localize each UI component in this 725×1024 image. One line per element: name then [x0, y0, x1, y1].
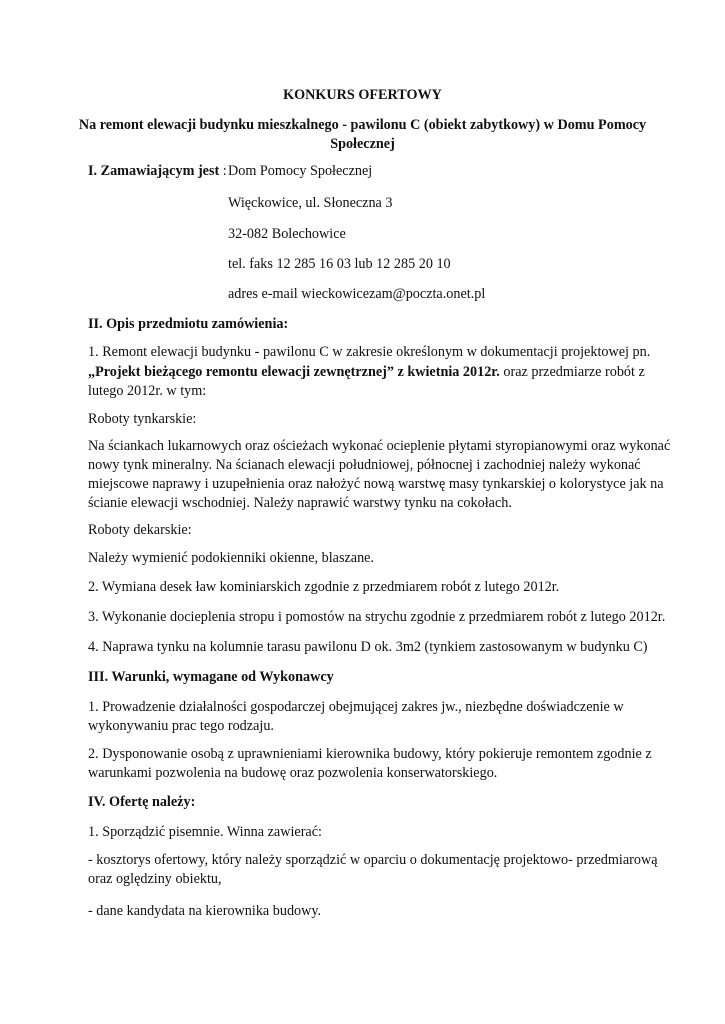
section-4-heading: IV. Ofertę należy:: [88, 794, 196, 810]
roofing-heading: Roboty dekarskie:: [88, 522, 192, 538]
section-2-item-1-line-3: lutego 2012r. w tym:: [88, 383, 207, 399]
document-subtitle-line-1: Na remont elewacji budynku mieszkalnego - pawilonu C (obiekt zabytkowy) w Domu Pomocy: [78, 117, 647, 133]
project-title: „Projekt bieżącego remontu elewacji zewnętrznej” z kwietnia 2012r.: [88, 364, 500, 380]
section-2-heading: II. Opis przedmiotu zamówienia:: [88, 316, 289, 332]
address-line: Więckowice, ul. Słoneczna 3: [228, 195, 393, 211]
section-1-heading-text: I. Zamawiającym jest: [88, 163, 220, 179]
plastering-text-line: Na ściankach lukarnowych oraz ościeżach wykonać ocieplenie płytami styropianowymi oraz wykonać: [88, 438, 671, 454]
section-2-item-2: 2. Wymiana desek ław kominiarskich zgodnie z przedmiarem robót z lutego 2012r.: [88, 579, 560, 595]
section-1-heading: [88, 161, 227, 182]
address-line: adres e-mail wieckowicezam@poczta.onet.pl: [228, 286, 486, 302]
plastering-heading: Roboty tynkarskie:: [88, 411, 197, 427]
section-4-bullet-1-line: oraz oględziny obiektu,: [88, 871, 222, 887]
section-4-item-1: 1. Sporządzić pisemnie. Winna zawierać:: [88, 824, 322, 840]
section-2-item-4: 4. Naprawa tynku na kolumnie tarasu pawilonu D ok. 3m2 (tynkiem zastosowanym w budynku C): [88, 639, 648, 655]
plastering-text-line: ścianie elewacji wschodniej. Należy naprawić warstwy tynku na cokołach.: [88, 495, 512, 511]
section-1-heading-colon: :: [219, 163, 227, 179]
address-line: 32-082 Bolechowice: [228, 226, 346, 242]
section-3-item-2-line: warunkami pozwolenia na budowę oraz pozwolenia konserwatorskiego.: [88, 765, 498, 781]
section-2-item-1-line-2: [88, 362, 645, 383]
address-line: tel. faks 12 285 16 03 lub 12 285 20 10: [228, 256, 451, 272]
project-title-continuation: oraz przedmiarze robót z: [499, 364, 645, 380]
section-3-item-2-line: 2. Dysponowanie osobą z uprawnieniami kierownika budowy, który pokieruje remontem zgodnie z: [88, 746, 652, 762]
plastering-text-line: miejscowe naprawy i uzupełnienia oraz nałożyć nową warstwę masy tynkarskiej o kolorystyce jak na: [88, 476, 664, 492]
roofing-text: Należy wymienić podokienniki okienne, blaszane.: [88, 550, 375, 566]
section-4-bullet-2: - dane kandydata na kierownika budowy.: [88, 903, 322, 919]
plastering-text-line: nowy tynk mineralny. Na ścianach elewacji południowej, północnej i zachodniej należy wykonać: [88, 457, 641, 473]
section-3-item-1-line: 1. Prowadzenie działalności gospodarczej obejmującej zakres jw., niezbędne doświadczenie w: [88, 699, 624, 715]
document-subtitle-line-2: Społecznej: [330, 136, 395, 152]
document-title: KONKURS OFERTOWY: [283, 87, 442, 103]
section-4-bullet-1-line: - kosztorys ofertowy, który należy sporządzić w oparciu o dokumentację projektowo- przedmiarową: [88, 852, 658, 868]
address-line: Dom Pomocy Społecznej: [228, 163, 373, 179]
section-3-item-1-line: wykonywaniu prac tego rodzaju.: [88, 718, 274, 734]
section-2-item-3: 3. Wykonanie docieplenia stropu i pomostów na strychu zgodnie z przedmiarem robót z lutego 2012r.: [88, 609, 666, 625]
section-3-heading: III. Warunki, wymagane od Wykonawcy: [88, 669, 334, 685]
section-2-item-1-line-1: 1. Remont elewacji budynku - pawilonu C w zakresie określonym w dokumentacji projektowej pn.: [88, 344, 651, 360]
